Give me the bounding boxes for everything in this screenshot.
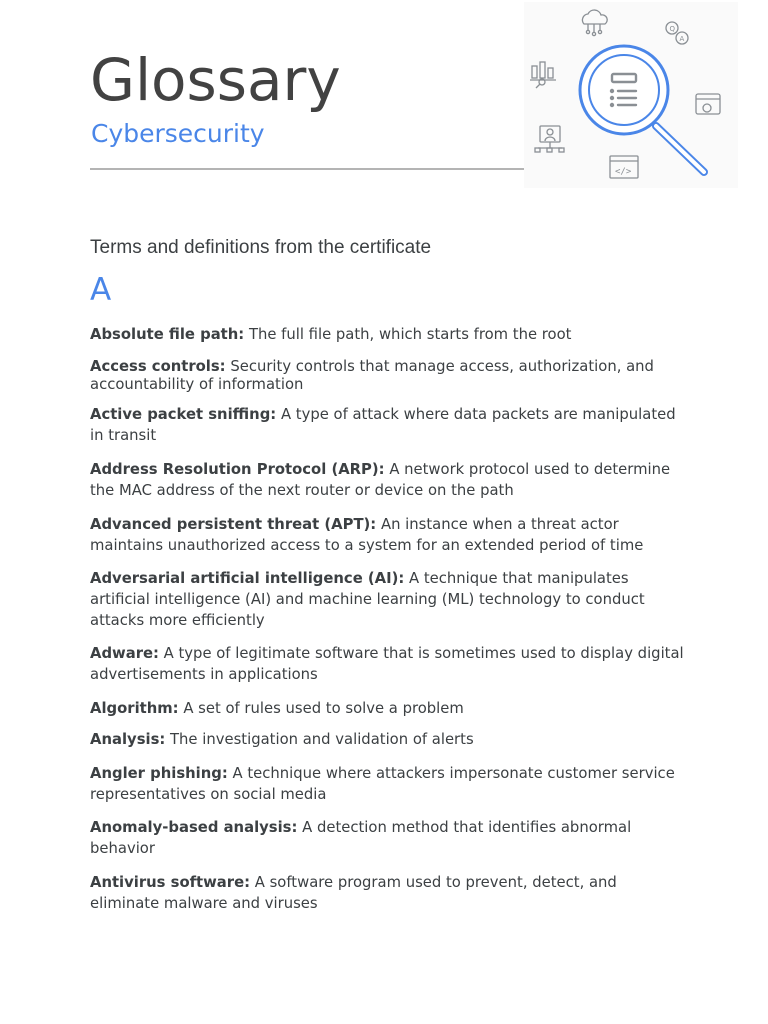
glossary-term: Antivirus software: [90, 874, 251, 891]
glossary-entry [90, 817, 690, 859]
glossary-term: Advanced persistent threat (APT): [90, 516, 377, 533]
glossary-entry [90, 643, 690, 685]
glossary-definition: Security controls that manage access, authorization, and accountability of information [90, 358, 654, 393]
glossary-definition: A technique where attackers impersonate customer service representatives on social media [90, 765, 675, 803]
glossary-term: Adware: [90, 645, 159, 662]
glossary-entry [90, 324, 690, 345]
glossary-definition: A network protocol used to determine the MAC address of the next router or device on the path [90, 461, 671, 499]
glossary-entry [90, 514, 690, 556]
glossary-term: Anomaly-based analysis: [90, 819, 298, 836]
glossary-term: Active packet sniffing: [90, 406, 277, 423]
glossary-definition: A technique that manipulates artificial intelligence (AI) and machine learning (ML) technology to conduct attacks more efficiently [90, 570, 645, 629]
glossary-entry [90, 459, 690, 501]
glossary-definition: A type of legitimate software that is sometimes used to display digital advertisements in applications [90, 645, 684, 683]
glossary-entry [90, 729, 690, 750]
glossary-term: Adversarial artificial intelligence (AI): [90, 570, 405, 587]
glossary-entry [90, 872, 690, 914]
glossary-list [90, 324, 690, 914]
section-letter: A [90, 272, 112, 308]
glossary-entry [90, 698, 690, 719]
glossary-definition: The full file path, which starts from the root [248, 326, 572, 343]
glossary-term: Angler phishing: [90, 765, 228, 782]
page-title: Glossary [90, 46, 341, 114]
svg-text:A: A [679, 35, 685, 43]
glossary-term: Access controls: [90, 358, 226, 375]
glossary-entry [90, 358, 690, 394]
intro-heading: Terms and definitions from the certificate [90, 237, 432, 258]
glossary-term: Algorithm: [90, 700, 179, 717]
magnifier-illustration [524, 2, 738, 188]
glossary-entry [90, 404, 690, 446]
glossary-definition: A set of rules used to solve a problem [183, 700, 464, 717]
glossary-definition: A type of attack where data packets are manipulated in transit [90, 406, 676, 444]
glossary-definition: A detection method that identifies abnormal behavior [90, 819, 632, 857]
svg-text:</>: </> [615, 167, 632, 177]
glossary-definition: An instance when a threat actor maintains unauthorized access to a system for an extended period of time [90, 516, 644, 554]
glossary-term: Analysis: [90, 731, 166, 748]
glossary-term: Absolute file path: [90, 326, 245, 343]
glossary-entry [90, 763, 690, 805]
glossary-definition: A software program used to prevent, detect, and eliminate malware and viruses [90, 874, 617, 912]
glossary-definition: The investigation and validation of alerts [170, 731, 474, 748]
glossary-entry [90, 568, 690, 631]
svg-text:Q: Q [669, 25, 676, 33]
page-subtitle: Cybersecurity [91, 119, 265, 148]
glossary-term: Address Resolution Protocol (ARP): [90, 461, 385, 478]
